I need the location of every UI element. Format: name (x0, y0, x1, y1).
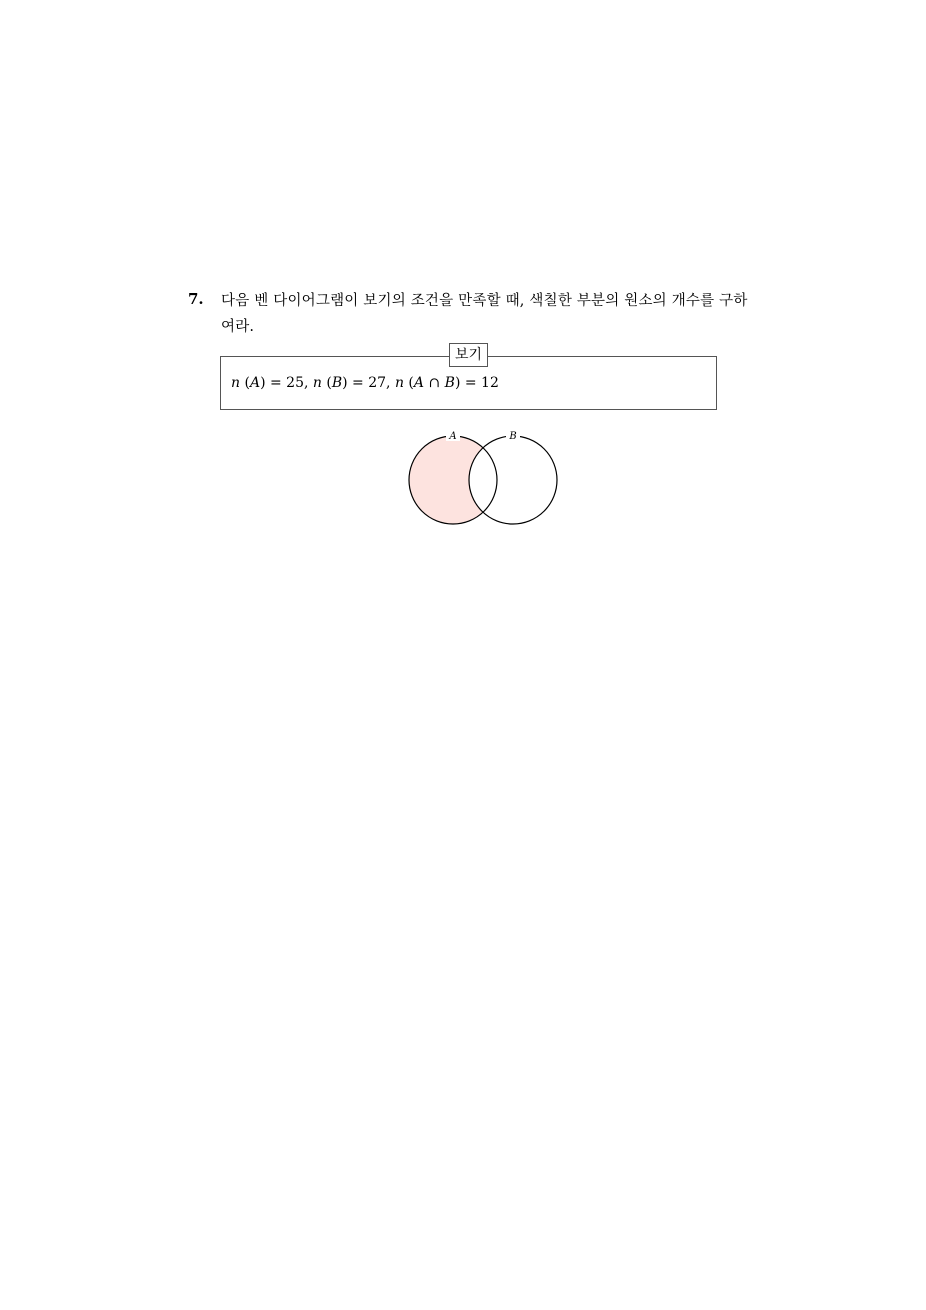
question-text: 다음 벤 다이어그램이 보기의 조건을 만족할 때, 색칠한 부분의 원소의 개수를 구하여라. (221, 293, 748, 335)
set-b-label: B (509, 431, 517, 442)
math-n: n (394, 375, 404, 391)
math-eq: ) = 27, (342, 375, 395, 391)
set-a-label: A (449, 431, 457, 442)
math-eq: ) = 25, (260, 375, 313, 391)
math-n: n (231, 375, 241, 391)
shaded-region-a-only (409, 436, 557, 524)
set-b-circle (469, 436, 557, 524)
math-set-b: B (331, 375, 343, 391)
math-eq: ) = 12 (454, 375, 499, 391)
math-set-a: A (249, 375, 261, 391)
question-number: 7. (188, 290, 204, 308)
math-set-b: B (444, 375, 455, 391)
math-paren: ( (403, 375, 414, 391)
bogi-condition (231, 373, 499, 393)
venn-diagram (400, 425, 570, 535)
math-n: n (312, 375, 322, 391)
math-intersection: ∩ (424, 375, 445, 391)
bogi-label: 보기 (449, 343, 488, 367)
math-paren: ( (321, 375, 332, 391)
math-paren: ( (240, 375, 250, 391)
math-set-a: A (413, 375, 425, 391)
